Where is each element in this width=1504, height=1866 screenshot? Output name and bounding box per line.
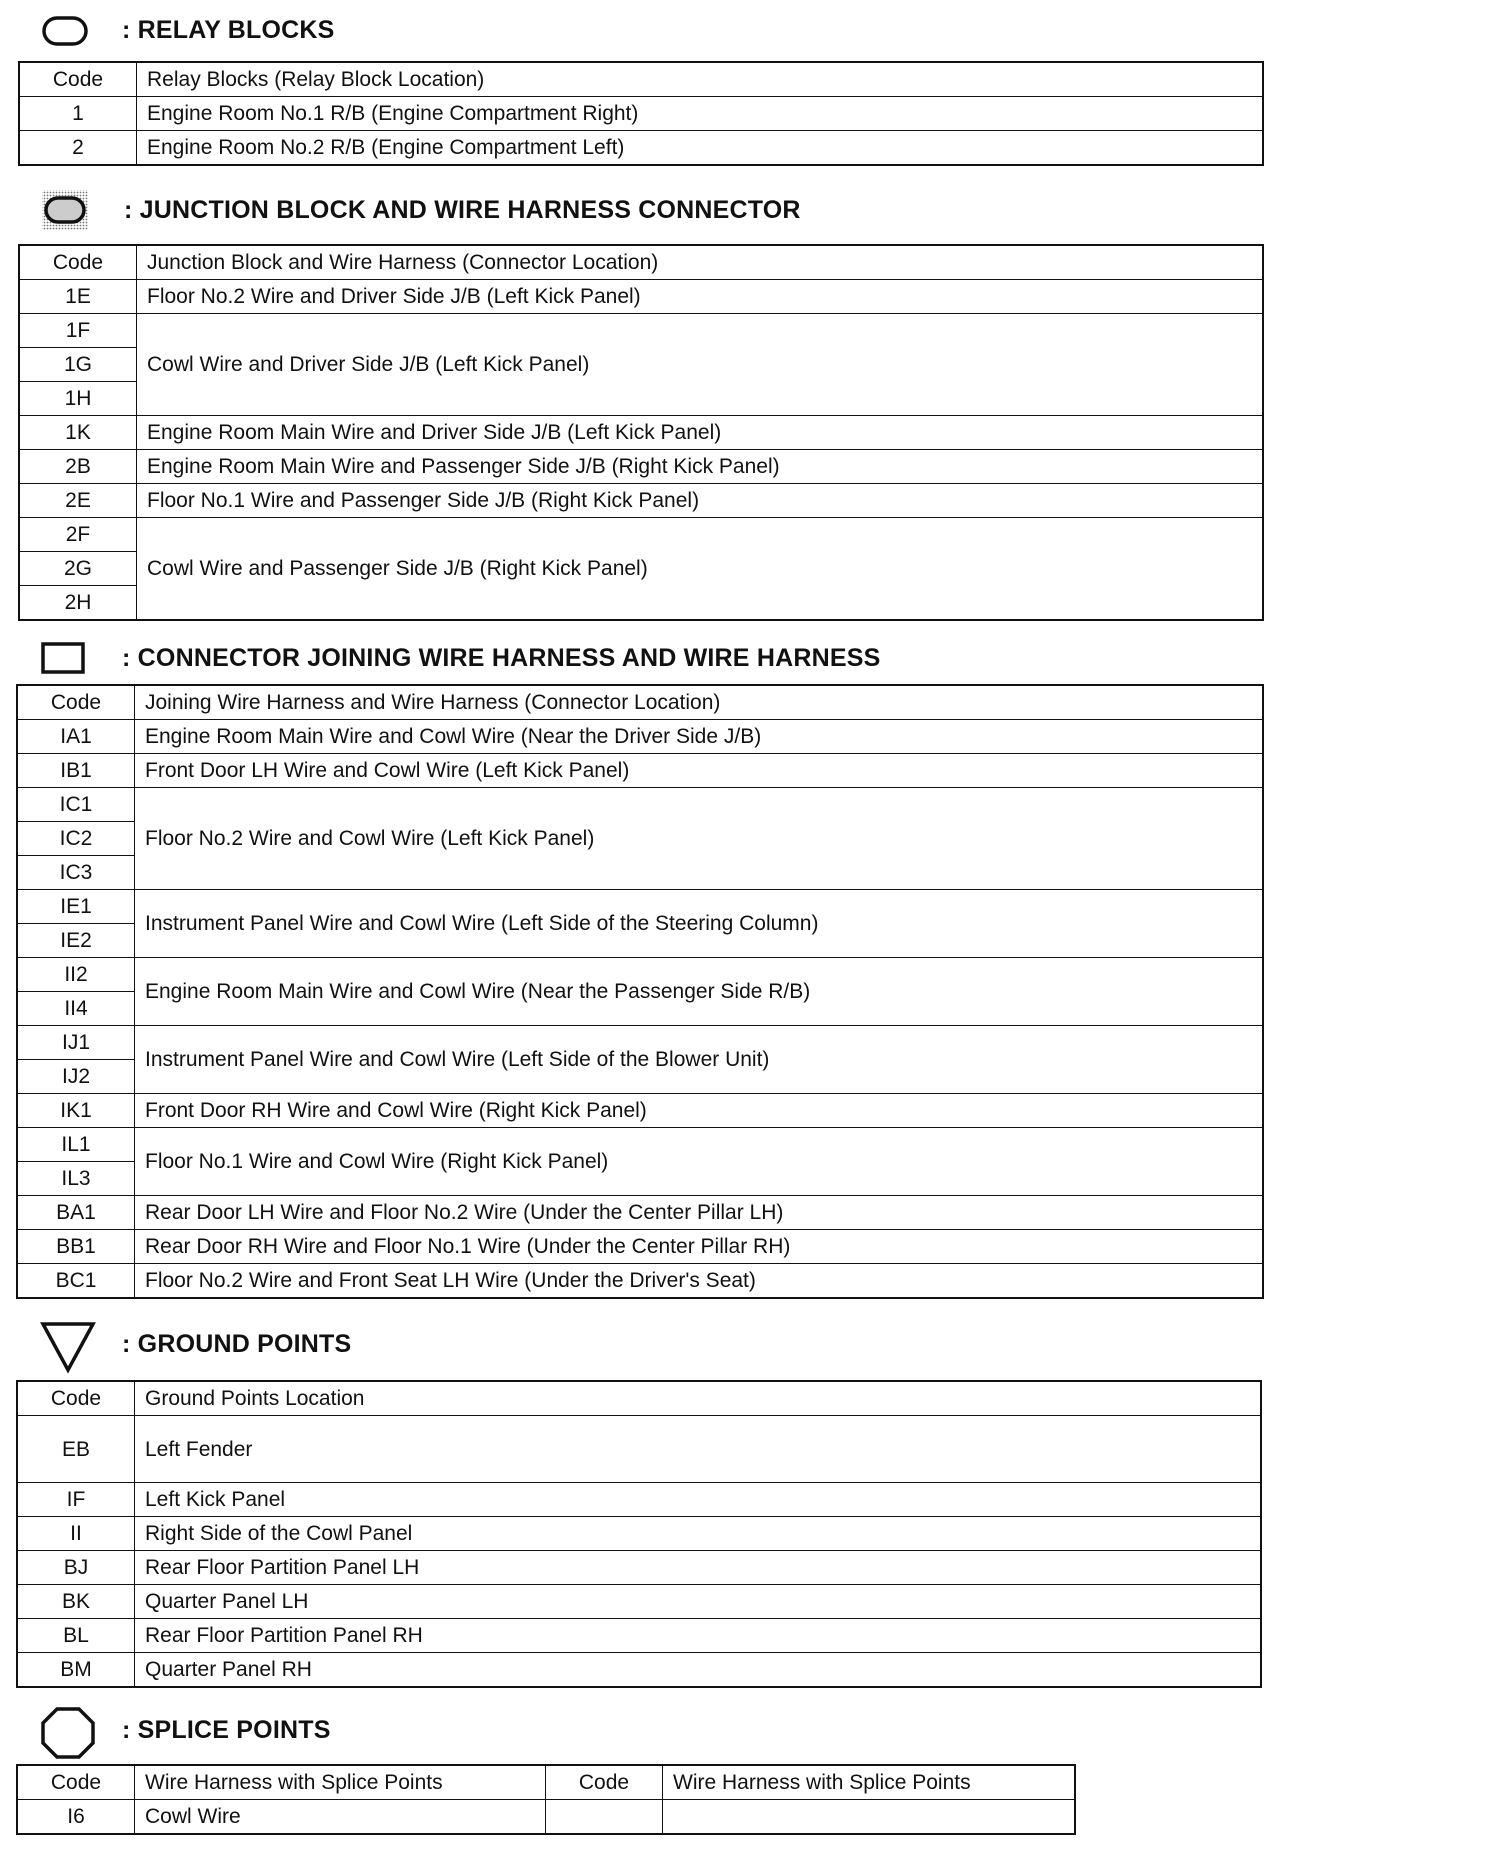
row-code: IC1 xyxy=(17,788,135,822)
row-description: Left Fender xyxy=(135,1416,1262,1483)
row-description: Engine Room Main Wire and Passenger Side J/B (Right Kick Panel) xyxy=(137,450,1264,484)
row-description: Engine Room Main Wire and Cowl Wire (Near the Passenger Side R/B) xyxy=(135,958,1264,1026)
row-code: IJ1 xyxy=(17,1026,135,1060)
table-row xyxy=(17,1026,1263,1060)
table-row xyxy=(19,484,1263,518)
row-code: IK1 xyxy=(17,1094,135,1128)
row-description: Engine Room No.2 R/B (Engine Compartment Left) xyxy=(137,131,1264,166)
row-description: Floor No.1 Wire and Cowl Wire (Right Kick Panel) xyxy=(135,1128,1264,1196)
row-description: Floor No.2 Wire and Front Seat LH Wire (Under the Driver's Seat) xyxy=(135,1264,1264,1299)
splice-points-table xyxy=(16,1764,1076,1835)
header-code: Code xyxy=(19,62,137,97)
row-description: Floor No.2 Wire and Driver Side J/B (Left Kick Panel) xyxy=(137,280,1264,314)
junction-block-title: : JUNCTION BLOCK AND WIRE HARNESS CONNECTOR xyxy=(124,196,801,224)
table-row xyxy=(17,1585,1261,1619)
table-row xyxy=(19,416,1263,450)
row-code: 1F xyxy=(19,314,137,348)
header-code: Code xyxy=(546,1765,663,1800)
row-code: IJ2 xyxy=(17,1060,135,1094)
row-description: Instrument Panel Wire and Cowl Wire (Left Side of the Steering Column) xyxy=(135,890,1264,958)
header-code: Code xyxy=(19,245,137,280)
row-description: Engine Room No.1 R/B (Engine Compartment Right) xyxy=(137,97,1264,131)
table-row xyxy=(17,958,1263,992)
row-description: Cowl Wire and Passenger Side J/B (Right Kick Panel) xyxy=(137,518,1264,621)
row-code: IC2 xyxy=(17,822,135,856)
header-code: Code xyxy=(17,1381,135,1416)
row-description: Rear Door RH Wire and Floor No.1 Wire (Under the Center Pillar RH) xyxy=(135,1230,1264,1264)
header-code: Code xyxy=(17,685,135,720)
row-description: Right Side of the Cowl Panel xyxy=(135,1517,1262,1551)
row-code: IL3 xyxy=(17,1162,135,1196)
junction-block-symbol-icon xyxy=(40,188,90,232)
row-code: 1K xyxy=(19,416,137,450)
row-code: IB1 xyxy=(17,754,135,788)
table-row xyxy=(17,788,1263,822)
relay-blocks-heading xyxy=(40,10,440,50)
table-row xyxy=(17,1128,1263,1162)
row-code: 1 xyxy=(19,97,137,131)
row-description: Engine Room Main Wire and Driver Side J/B (Left Kick Panel) xyxy=(137,416,1264,450)
ground-point-symbol-icon xyxy=(40,1320,96,1374)
table-row xyxy=(19,450,1263,484)
junction-block-heading xyxy=(40,188,840,228)
table-row xyxy=(17,1653,1261,1688)
header-code: Code xyxy=(17,1765,135,1800)
table-row xyxy=(17,1416,1261,1483)
row-description: Cowl Wire and Driver Side J/B (Left Kick Panel) xyxy=(137,314,1264,416)
table-row xyxy=(19,314,1263,348)
row-code: BB1 xyxy=(17,1230,135,1264)
splice-point-symbol-icon xyxy=(40,1706,96,1760)
table-row xyxy=(17,1517,1261,1551)
table-row xyxy=(17,1264,1263,1299)
row-code: 2E xyxy=(19,484,137,518)
header-description: Ground Points Location xyxy=(135,1381,1262,1416)
row-description: Rear Floor Partition Panel RH xyxy=(135,1619,1262,1653)
connector-joining-heading xyxy=(40,638,940,678)
row-description: Front Door LH Wire and Cowl Wire (Left Kick Panel) xyxy=(135,754,1264,788)
header-description: Wire Harness with Splice Points xyxy=(135,1765,546,1800)
table-row xyxy=(17,1483,1261,1517)
ground-points-title: : GROUND POINTS xyxy=(122,1330,352,1358)
row-code: BK xyxy=(17,1585,135,1619)
table-header-row xyxy=(17,1765,1075,1800)
row-description xyxy=(663,1800,1076,1835)
row-description: Front Door RH Wire and Cowl Wire (Right Kick Panel) xyxy=(135,1094,1264,1128)
splice-points-title: : SPLICE POINTS xyxy=(122,1716,331,1744)
row-code: BM xyxy=(17,1653,135,1688)
table-header-row xyxy=(17,685,1263,720)
table-row xyxy=(19,97,1263,131)
row-code: 1E xyxy=(19,280,137,314)
row-description: Floor No.2 Wire and Cowl Wire (Left Kick Panel) xyxy=(135,788,1264,890)
row-code: BC1 xyxy=(17,1264,135,1299)
row-description: Quarter Panel RH xyxy=(135,1653,1262,1688)
row-description: Rear Door LH Wire and Floor No.2 Wire (Under the Center Pillar LH) xyxy=(135,1196,1264,1230)
table-row xyxy=(19,518,1263,552)
table-row xyxy=(17,1230,1263,1264)
junction-block-table xyxy=(18,244,1264,621)
table-header-row xyxy=(19,245,1263,280)
row-code: II2 xyxy=(17,958,135,992)
ground-points-heading xyxy=(40,1320,540,1374)
row-code: 2 xyxy=(19,131,137,166)
row-description: Instrument Panel Wire and Cowl Wire (Left Side of the Blower Unit) xyxy=(135,1026,1264,1094)
row-code: EB xyxy=(17,1416,135,1483)
ground-points-table xyxy=(16,1380,1262,1688)
relay-block-symbol-icon xyxy=(40,10,90,50)
row-code: I6 xyxy=(17,1800,135,1835)
row-code: 2H xyxy=(19,586,137,621)
row-code: BA1 xyxy=(17,1196,135,1230)
relay-blocks-title: : RELAY BLOCKS xyxy=(122,16,335,44)
row-description: Rear Floor Partition Panel LH xyxy=(135,1551,1262,1585)
row-code: 2B xyxy=(19,450,137,484)
header-description: Wire Harness with Splice Points xyxy=(663,1765,1076,1800)
row-code: IL1 xyxy=(17,1128,135,1162)
row-code: BJ xyxy=(17,1551,135,1585)
table-row xyxy=(17,1619,1261,1653)
row-description: Quarter Panel LH xyxy=(135,1585,1262,1619)
table-row xyxy=(19,131,1263,166)
table-row xyxy=(17,1196,1263,1230)
row-code: 1H xyxy=(19,382,137,416)
row-code: 2G xyxy=(19,552,137,586)
table-row xyxy=(19,280,1263,314)
row-code: IF xyxy=(17,1483,135,1517)
relay-blocks-table xyxy=(18,61,1264,166)
table-header-row xyxy=(17,1381,1261,1416)
table-row xyxy=(17,1094,1263,1128)
row-code: II xyxy=(17,1517,135,1551)
row-description: Floor No.1 Wire and Passenger Side J/B (Right Kick Panel) xyxy=(137,484,1264,518)
table-row xyxy=(17,1551,1261,1585)
table-row xyxy=(17,720,1263,754)
connector-joining-table xyxy=(16,684,1264,1299)
row-code: 1G xyxy=(19,348,137,382)
table-row xyxy=(17,890,1263,924)
row-code: IE1 xyxy=(17,890,135,924)
header-description: Relay Blocks (Relay Block Location) xyxy=(137,62,1264,97)
row-code: IE2 xyxy=(17,924,135,958)
header-description: Joining Wire Harness and Wire Harness (Connector Location) xyxy=(135,685,1264,720)
table-header-row xyxy=(19,62,1263,97)
row-code xyxy=(546,1800,663,1835)
row-code: 2F xyxy=(19,518,137,552)
row-description: Left Kick Panel xyxy=(135,1483,1262,1517)
table-row xyxy=(17,754,1263,788)
table-row xyxy=(17,1800,1075,1835)
row-code: IA1 xyxy=(17,720,135,754)
splice-points-heading xyxy=(40,1706,540,1760)
connector-symbol-icon xyxy=(40,638,90,678)
row-code: II4 xyxy=(17,992,135,1026)
connector-joining-title: : CONNECTOR JOINING WIRE HARNESS AND WIRE HARNESS xyxy=(122,644,881,672)
row-description: Engine Room Main Wire and Cowl Wire (Near the Driver Side J/B) xyxy=(135,720,1264,754)
row-description: Cowl Wire xyxy=(135,1800,546,1835)
row-code: BL xyxy=(17,1619,135,1653)
header-description: Junction Block and Wire Harness (Connector Location) xyxy=(137,245,1264,280)
row-code: IC3 xyxy=(17,856,135,890)
